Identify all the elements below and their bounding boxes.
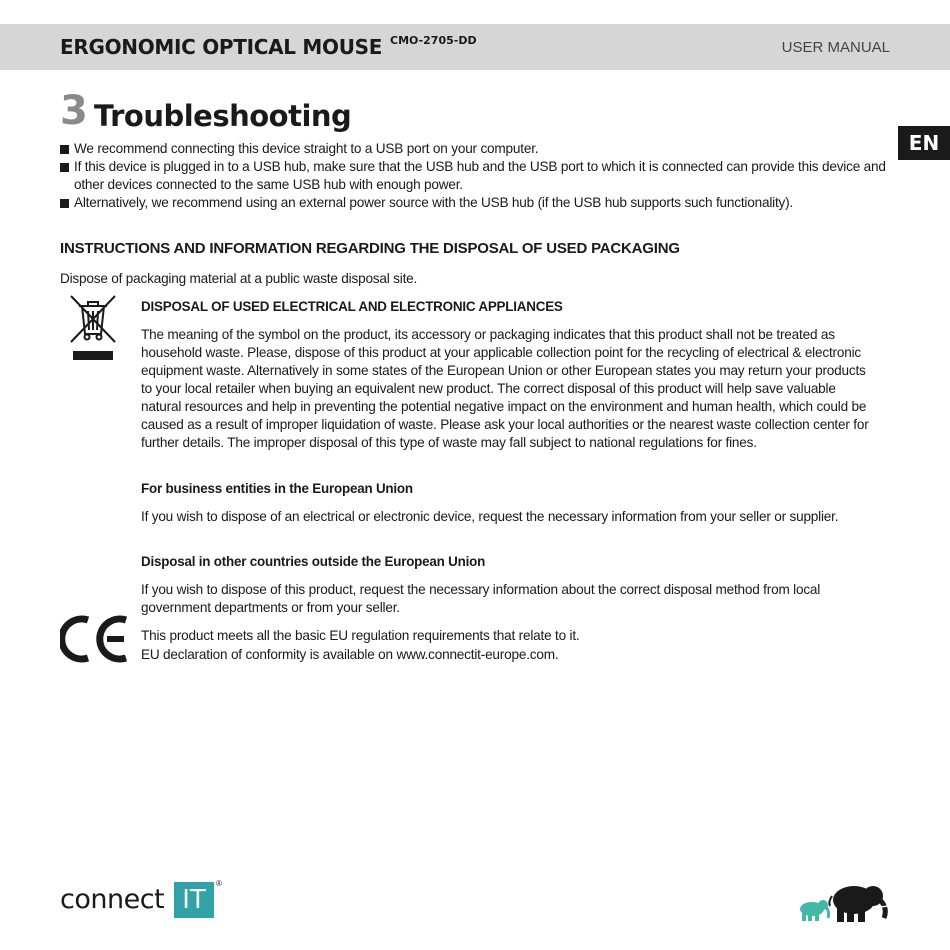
logo-registered-mark: ® bbox=[216, 879, 222, 888]
manual-label: USER MANUAL bbox=[781, 39, 890, 56]
section-title: Troubleshooting bbox=[94, 99, 352, 133]
list-item: We recommend connecting this device straight to a USB port on your computer. bbox=[60, 140, 890, 158]
outside-eu-heading: Disposal in other countries outside the European Union bbox=[141, 554, 486, 569]
list-item: If this device is plugged in to a USB hub, make sure that the USB hub and the USB port to which it is connected can provide this device and other devices connected to the same USB hub with enough power. bbox=[60, 158, 890, 194]
model-code: CMO-2705-DD bbox=[390, 34, 477, 47]
crossed-out-wheelie-bin-icon bbox=[68, 294, 118, 369]
elephants-icon bbox=[796, 876, 892, 931]
packaging-text: Dispose of packaging material at a public waste disposal site. bbox=[60, 271, 418, 286]
outside-eu-text: If you wish to dispose of this product, request the necessary information about the correct disposal method from local government departments or from your seller. bbox=[141, 582, 821, 615]
packaging-heading: INSTRUCTIONS AND INFORMATION REGARDING THE DISPOSAL OF USED PACKAGING bbox=[60, 240, 680, 257]
ce-line-1: This product meets all the basic EU regulation requirements that relate to it. bbox=[141, 628, 580, 643]
logo-word: connect bbox=[60, 884, 165, 915]
logo-box: IT bbox=[174, 882, 214, 918]
ce-mark-icon bbox=[60, 614, 130, 669]
weee-heading: DISPOSAL OF USED ELECTRICAL AND ELECTRONIC APPLIANCES bbox=[141, 299, 563, 314]
business-heading: For business entities in the European Union bbox=[141, 481, 413, 496]
weee-paragraph: The meaning of the symbol on the product, its accessory or packaging indicates that this product shall not be treated as household waste. Please, dispose of this product at your applicable collection point for the recycling of electrical & electronic equipment waste. Alternatively in some states of the European Union or other European states you may return your products to your local retailer when buying an equivalent new product. The correct disposal of this product will help save valuable natural resources and help in preventing the potential negative impact on the environment and human health, which could be caused as a result of improper liquidation of waste. Please ask your local authorities or the nearest waste collection center for further details. The improper disposal of this type of waste may fall subject to national regulations for fines. bbox=[141, 327, 869, 450]
product-title: ERGONOMIC OPTICAL MOUSE bbox=[60, 35, 383, 59]
language-badge: EN bbox=[898, 126, 950, 160]
list-item: Alternatively, we recommend using an external power source with the USB hub (if the USB hub supports such functionality). bbox=[60, 194, 890, 212]
ce-line-2: EU declaration of conformity is available on www.connectit-europe.com. bbox=[141, 647, 559, 662]
business-text: If you wish to dispose of an electrical or electronic device, request the necessary information from your seller or supplier. bbox=[141, 509, 839, 524]
section-number: 3 bbox=[60, 88, 88, 134]
troubleshooting-list bbox=[60, 140, 890, 212]
